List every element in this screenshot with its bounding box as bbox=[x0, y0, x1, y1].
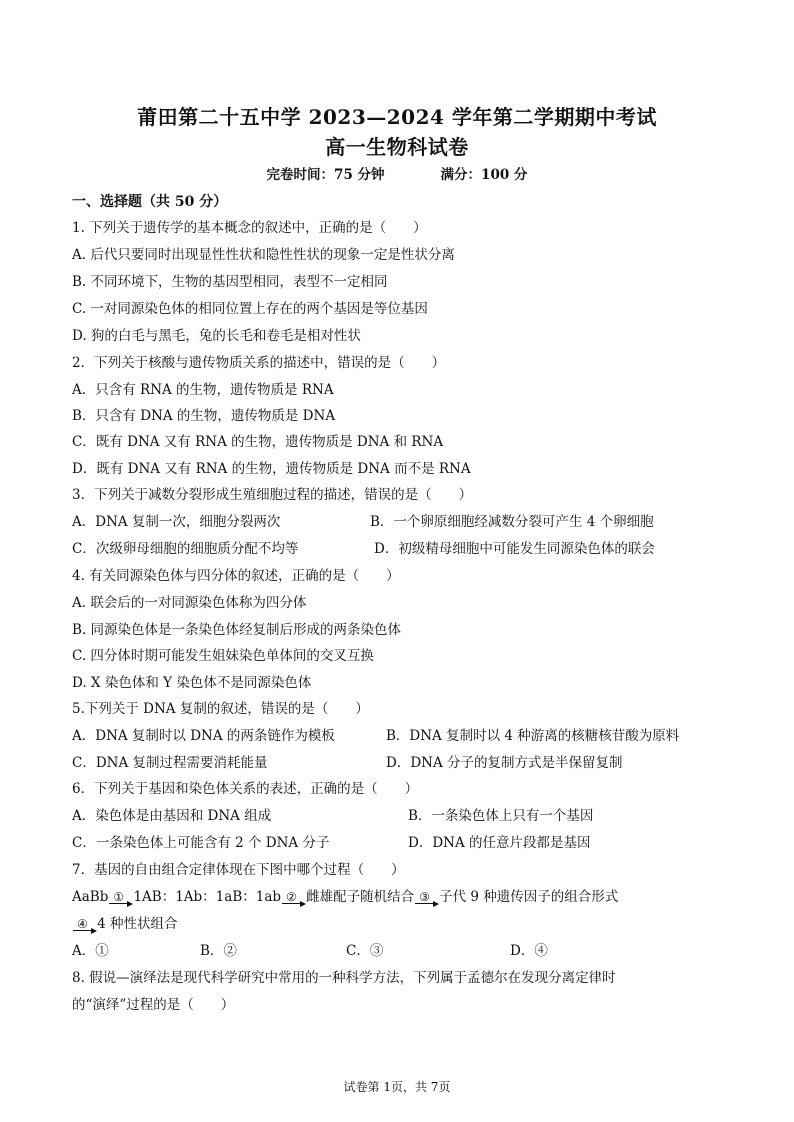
exam-subtitle: 高一生物科试卷 bbox=[325, 135, 469, 159]
exam-time: 完卷时间：75 分钟 bbox=[266, 167, 385, 183]
process-arrow-1 bbox=[109, 891, 128, 904]
question-7-option-a: A．① bbox=[72, 943, 109, 959]
question-1-option-a: A. 后代只要同时出现显性性状和隐性性状的现象一定是性状分离 bbox=[72, 247, 455, 263]
question-8-stem-line2: 的“演绎”过程的是（ ） bbox=[72, 997, 235, 1013]
question-3-option-a: A．DNA 复制一次，细胞分裂两次 bbox=[72, 514, 281, 530]
process-arrow-4 bbox=[73, 918, 92, 931]
question-3-option-d: D．初级精母细胞中可能发生同源染色体的联会 bbox=[374, 541, 655, 557]
question-4-option-d: D. X 染色体和 Y 染色体不是同源染色体 bbox=[72, 675, 312, 691]
question-1-option-d: D. 狗的白毛与黑毛，兔的长毛和卷毛是相对性状 bbox=[72, 328, 361, 344]
question-7-option-d: D．④ bbox=[510, 943, 548, 959]
question-2-option-a: A．只含有 RNA 的生物，遗传物质是 RNA bbox=[72, 382, 334, 398]
question-7-process-line1 bbox=[72, 888, 618, 906]
process-fertilization: 雌雄配子随机结合 bbox=[306, 889, 415, 905]
question-1-stem: 1. 下列关于遗传学的基本概念的叙述中，正确的是（ ） bbox=[72, 220, 427, 236]
question-2-option-d: D．既有 DNA 又有 RNA 的生物，遗传物质是 DNA 而不是 RNA bbox=[72, 461, 471, 477]
question-5-row-ab bbox=[72, 727, 722, 745]
question-3-stem: 3．下列关于减数分裂形成生殖细胞过程的描述，错误的是（ ） bbox=[72, 487, 473, 503]
question-2-stem: 2．下列关于核酸与遗传物质关系的描述中，错误的是（ ） bbox=[72, 355, 446, 371]
question-6-option-c: C．一条染色体上可能含有 2 个 DNA 分子 bbox=[72, 835, 330, 851]
question-5-option-b: B．DNA 复制时以 4 种游离的核糖核苷酸为原料 bbox=[386, 728, 680, 744]
question-8-stem-line1: 8. 假说—演绎法是现代科学研究中常用的一种科学方法，下列属于孟德尔在发现分离定律时 bbox=[72, 970, 616, 986]
question-7-option-c: C．③ bbox=[346, 943, 384, 959]
section-title: 一、选择题（共 50 分） bbox=[72, 194, 228, 210]
exam-score: 满分：100 分 bbox=[440, 167, 528, 183]
question-6-option-d: D．DNA 的任意片段都是基因 bbox=[408, 835, 591, 851]
question-3-row-cd bbox=[72, 540, 722, 558]
question-3-option-c: C．次级卵母细胞的细胞质分配不均等 bbox=[72, 541, 299, 557]
question-1-option-b: B. 不同环境下，生物的基因型相同，表型不一定相同 bbox=[72, 274, 388, 290]
question-4-stem: 4. 有关同源染色体与四分体的叙述，正确的是（ ） bbox=[72, 568, 400, 584]
question-7-option-b: B．② bbox=[200, 943, 237, 959]
exam-title: 莆田第二十五中学 2023—2024 学年第二学期期中考试 bbox=[137, 105, 657, 129]
question-7-options bbox=[72, 942, 722, 960]
page-footer: 试卷第 1页，共 7页 bbox=[343, 1080, 451, 1094]
question-5-option-a: A．DNA 复制时以 DNA 的两条链作为模板 bbox=[72, 728, 335, 744]
question-1-option-c: C. 一对同源染色体的相同位置上存在的两个基因是等位基因 bbox=[72, 301, 428, 317]
question-3-row-ab bbox=[72, 513, 722, 531]
question-5-stem: 5.下列关于 DNA 复制的叙述，错误的是（ ） bbox=[72, 701, 369, 717]
process-arrow-3 bbox=[415, 891, 434, 904]
process-arrow-2 bbox=[282, 891, 301, 904]
arrow-label-2: ② bbox=[286, 890, 297, 904]
question-5-option-c: C．DNA 复制过程需要消耗能量 bbox=[72, 755, 268, 771]
process-offspring-genotypes: 子代 9 种遗传因子的组合形式 bbox=[439, 889, 619, 905]
exam-meta bbox=[0, 163, 794, 183]
question-2-option-c: C．既有 DNA 又有 RNA 的生物，遗传物质是 DNA 和 RNA bbox=[72, 434, 444, 450]
arrow-label-3: ③ bbox=[419, 890, 430, 904]
question-6-row-ab bbox=[72, 807, 722, 825]
question-2-option-b: B．只含有 DNA 的生物，遗传物质是 DNA bbox=[72, 408, 336, 424]
process-phenotypes: 4 种性状组合 bbox=[97, 916, 178, 932]
arrow-label-1: ① bbox=[113, 890, 125, 904]
question-5-row-cd bbox=[72, 754, 722, 772]
question-6-stem: 6．下列关于基因和染色体关系的表述，正确的是（ ） bbox=[72, 781, 419, 797]
question-6-option-b: B．一条染色体上只有一个基因 bbox=[408, 808, 594, 824]
question-4-option-a: A. 联会后的一对同源染色体称为四分体 bbox=[72, 595, 307, 611]
question-7-process-line2 bbox=[72, 915, 177, 933]
question-3-option-b: B．一个卵原细胞经减数分裂可产生 4 个卵细胞 bbox=[370, 514, 654, 530]
question-4-option-c: C. 四分体时期可能发生姐妹染色单体间的交叉互换 bbox=[72, 648, 374, 664]
question-7-stem: 7．基因的自由组合定律体现在下图中哪个过程（ ） bbox=[72, 862, 405, 878]
process-gametes: 1AB：1Ab：1aB：1ab bbox=[133, 889, 282, 905]
question-5-option-d: D．DNA 分子的复制方式是半保留复制 bbox=[386, 755, 623, 771]
arrow-label-4: ④ bbox=[77, 917, 88, 931]
question-4-option-b: B. 同源染色体是一条染色体经复制后形成的两条染色体 bbox=[72, 622, 402, 638]
question-6-option-a: A．染色体是由基因和 DNA 组成 bbox=[72, 808, 272, 824]
question-6-row-cd bbox=[72, 834, 722, 852]
process-genotype: AaBb bbox=[72, 889, 109, 905]
